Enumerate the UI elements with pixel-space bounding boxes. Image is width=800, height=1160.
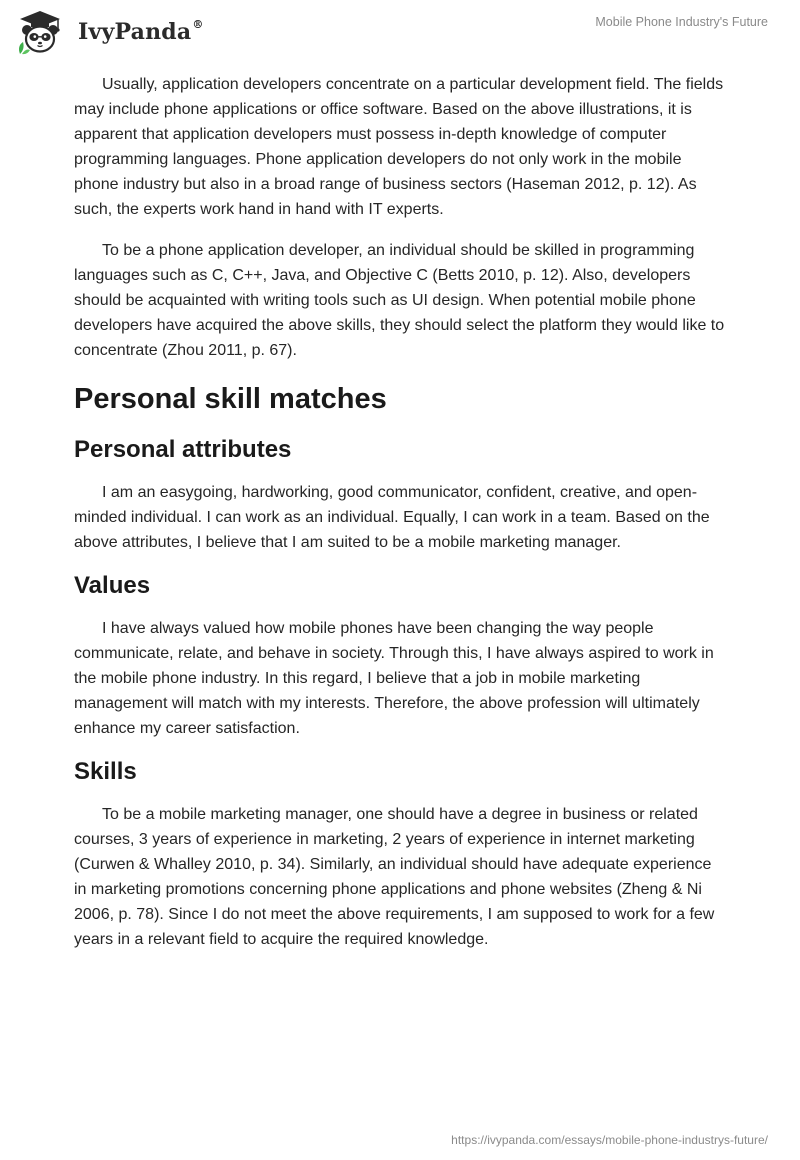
heading-personal-skill-matches: Personal skill matches xyxy=(74,383,387,415)
paragraph-developer-skills: To be a phone application developer, an individual should be skilled in programming languages such as C, C++, Java, and Objective C (Betts 2010, p. 12). Also, developers should be acquainted with writing tools such as UI design. When potential mobile phone developers have acquired the above skills, they should select the platform they would like to concentrate (Zhou 2011, p. 67). xyxy=(74,242,725,359)
essay-content xyxy=(74,72,726,968)
heading-values: Values xyxy=(74,572,151,599)
paragraph-personal-attributes: I am an easygoing, hardworking, good communicator, confident, creative, and open-minded individual. I can work as an individual. Equally, I can work in a team. Based on the above attributes, I believe that I am suited to be a mobile marketing manager. xyxy=(74,484,710,551)
document-title: Mobile Phone Industry's Future xyxy=(595,15,768,29)
paragraph-skills: To be a mobile marketing manager, one should have a degree in business or related courses, 3 years of experience in marketing, 2 years of experience in internet marketing (Curwen & Whalley 2010, p. 34). Similarly, an individual should have adequate experience in marketing promotions concerning phone applications and phone websites (Zheng & Ni 2006, p. 78). Since I do not meet the above requirements, I am supposed to work for a few years in a relevant field to acquire the required knowledge. xyxy=(74,806,715,948)
page-header xyxy=(0,0,800,64)
heading-skills: Skills xyxy=(74,758,137,785)
source-url-link[interactable]: https://ivypanda.com/essays/mobile-phone-industrys-future/ xyxy=(451,1133,768,1147)
heading-personal-attributes: Personal attributes xyxy=(74,436,292,463)
paragraph-application-fields: Usually, application developers concentrate on a particular development field. The fields may include phone applications or office software. Based on the above illustrations, it is apparent that application developers must possess in-depth knowledge of computer programming languages. Phone application developers do not only work in the mobile phone industry but also in a broad range of business sectors (Haseman 2012, p. 12). As such, the experts work hand in hand with IT experts. xyxy=(74,76,724,218)
paragraph-values: I have always valued how mobile phones have been changing the way people communicate, relate, and behave in society. Through this, I have always aspired to work in the mobile phone industry. In this regard, I believe that a job in mobile marketing management will match with my interests. Therefore, the above profession will ultimately enhance my career satisfaction. xyxy=(74,620,714,737)
brand-name[interactable]: IvyPanda® xyxy=(78,17,204,45)
panda-graduate-icon[interactable] xyxy=(14,10,66,56)
